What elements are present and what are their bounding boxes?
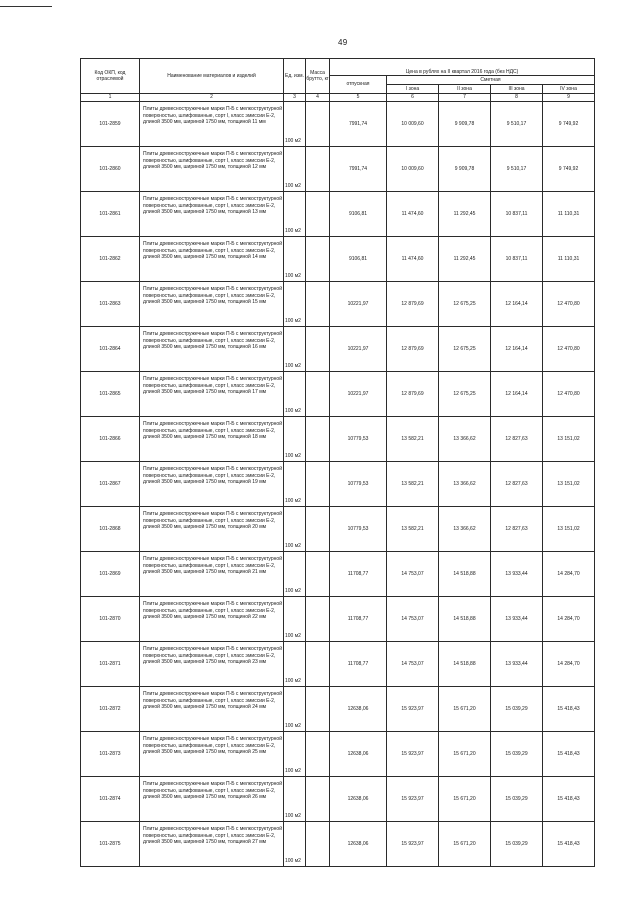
item-name: Плиты древесностружечные марки П-Б с мелкоструктурной поверхностью, шлифованные, сорт I, класс эмиссии Е-2, длиной 3500 мм, шириной 1750 мм, толщиной 16 мм [140,327,284,372]
item-unit: 100 м2 [284,597,306,642]
release-price: 12638,06 [330,777,387,822]
zone-4-price: 13 151,02 [543,507,595,552]
item-mass [306,597,330,642]
item-unit: 100 м2 [284,462,306,507]
zone-1-price: 14 753,07 [387,642,439,687]
zone-2-price: 15 671,20 [439,732,491,777]
zone-4-price: 9 749,92 [543,102,595,147]
column-number: 3 [284,94,306,102]
header-code: Код ОКП, код отраслевой [81,59,140,94]
column-number: 4 [306,94,330,102]
item-mass [306,192,330,237]
item-mass [306,237,330,282]
zone-1-price: 10 009,60 [387,102,439,147]
item-code: 101-2874 [81,777,140,822]
item-unit: 100 м2 [284,642,306,687]
header-zone-2: II зона [439,85,491,94]
item-name: Плиты древесностружечные марки П-Б с мелкоструктурной поверхностью, шлифованные, сорт I, класс эмиссии Е-2, длиной 3500 мм, шириной 1750 мм, толщиной 13 мм [140,192,284,237]
item-name: Плиты древесностружечные марки П-Б с мелкоструктурной поверхностью, шлифованные, сорт I, класс эмиссии Е-2, длиной 3500 мм, шириной 1750 мм, толщиной 20 мм [140,507,284,552]
item-code: 101-2865 [81,372,140,417]
zone-3-price: 13 933,44 [491,642,543,687]
zone-2-price: 9 909,78 [439,147,491,192]
release-price: 10221,97 [330,282,387,327]
zone-1-price: 13 582,21 [387,507,439,552]
top-left-rule [0,0,52,7]
item-code: 101-2868 [81,507,140,552]
zone-3-price: 15 039,29 [491,777,543,822]
zone-1-price: 14 753,07 [387,597,439,642]
item-code: 101-2870 [81,597,140,642]
item-code: 101-2872 [81,687,140,732]
zone-2-price: 11 292,45 [439,237,491,282]
zone-4-price: 15 418,43 [543,777,595,822]
release-price: 10779,53 [330,417,387,462]
zone-3-price: 12 164,14 [491,282,543,327]
release-price: 9106,81 [330,192,387,237]
zone-3-price: 9 510,17 [491,147,543,192]
page-number: 49 [338,38,348,47]
zone-2-price: 14 518,88 [439,552,491,597]
release-price: 11708,77 [330,597,387,642]
table-row [81,282,595,327]
zone-4-price: 14 284,70 [543,552,595,597]
item-name: Плиты древесностружечные марки П-Б с мелкоструктурной поверхностью, шлифованные, сорт I, класс эмиссии Е-2, длиной 3500 мм, шириной 1750 мм, толщиной 14 мм [140,237,284,282]
zone-1-price: 10 009,60 [387,147,439,192]
item-name: Плиты древесностружечные марки П-Б с мелкоструктурной поверхностью, шлифованные, сорт I, класс эмиссии Е-2, длиной 3500 мм, шириной 1750 мм, толщиной 25 мм [140,732,284,777]
item-name: Плиты древесностружечные марки П-Б с мелкоструктурной поверхностью, шлифованные, сорт I, класс эмиссии Е-2, длиной 3500 мм, шириной 1750 мм, толщиной 12 мм [140,147,284,192]
zone-1-price: 15 923,97 [387,777,439,822]
item-code: 101-2859 [81,102,140,147]
zone-1-price: 15 923,97 [387,732,439,777]
item-code: 101-2873 [81,732,140,777]
table-row [81,237,595,282]
item-unit: 100 м2 [284,687,306,732]
zone-1-price: 11 474,60 [387,237,439,282]
zone-1-price: 12 879,69 [387,282,439,327]
item-name: Плиты древесностружечные марки П-Б с мелкоструктурной поверхностью, шлифованные, сорт I, класс эмиссии Е-2, длиной 3500 мм, шириной 1750 мм, толщиной 26 мм [140,777,284,822]
item-name: Плиты древесностружечные марки П-Б с мелкоструктурной поверхностью, шлифованные, сорт I, класс эмиссии Е-2, длиной 3500 мм, шириной 1750 мм, толщиной 24 мм [140,687,284,732]
item-unit: 100 м2 [284,192,306,237]
table-row [81,507,595,552]
item-mass [306,777,330,822]
header-zone-3: III зона [491,85,543,94]
header-release-price: отпускная [330,76,387,94]
item-code: 101-2867 [81,462,140,507]
item-mass [306,687,330,732]
item-mass [306,147,330,192]
header-unit: Ед. изм. [284,59,306,94]
table-row [81,597,595,642]
zone-4-price: 9 749,92 [543,147,595,192]
zone-2-price: 15 671,20 [439,822,491,867]
zone-3-price: 15 039,29 [491,732,543,777]
table-row [81,417,595,462]
release-price: 7991,74 [330,147,387,192]
item-unit: 100 м2 [284,147,306,192]
item-name: Плиты древесностружечные марки П-Б с мелкоструктурной поверхностью, шлифованные, сорт I, класс эмиссии Е-2, длиной 3500 мм, шириной 1750 мм, толщиной 27 мм [140,822,284,867]
item-code: 101-2875 [81,822,140,867]
zone-1-price: 13 582,21 [387,462,439,507]
release-price: 9106,81 [330,237,387,282]
header-row-top [81,59,595,76]
table-row [81,327,595,372]
item-mass [306,507,330,552]
zone-1-price: 15 923,97 [387,687,439,732]
zone-3-price: 15 039,29 [491,687,543,732]
price-table [80,58,595,867]
item-name: Плиты древесностружечные марки П-Б с мелкоструктурной поверхностью, шлифованные, сорт I, класс эмиссии Е-2, длиной 3500 мм, шириной 1750 мм, толщиной 21 мм [140,552,284,597]
item-code: 101-2863 [81,282,140,327]
header-name: Наименование материалов и изделий [140,59,284,94]
zone-4-price: 12 470,80 [543,372,595,417]
item-unit: 100 м2 [284,102,306,147]
column-number-row [81,94,595,102]
item-mass [306,732,330,777]
header-price-group: Цена в рублях на II квартал 2016 года (без НДС) [330,59,595,76]
item-unit: 100 м2 [284,822,306,867]
column-number: 9 [543,94,595,102]
table-row [81,822,595,867]
table-row [81,192,595,237]
release-price: 10221,97 [330,372,387,417]
zone-4-price: 13 151,02 [543,417,595,462]
item-unit: 100 м2 [284,552,306,597]
column-number: 7 [439,94,491,102]
item-code: 101-2861 [81,192,140,237]
zone-4-price: 11 110,31 [543,192,595,237]
zone-3-price: 12 827,63 [491,507,543,552]
zone-1-price: 14 753,07 [387,552,439,597]
item-code: 101-2866 [81,417,140,462]
item-name: Плиты древесностружечные марки П-Б с мелкоструктурной поверхностью, шлифованные, сорт I, класс эмиссии Е-2, длиной 3500 мм, шириной 1750 мм, толщиной 17 мм [140,372,284,417]
zone-3-price: 13 933,44 [491,597,543,642]
item-name: Плиты древесностружечные марки П-Б с мелкоструктурной поверхностью, шлифованные, сорт I, класс эмиссии Е-2, длиной 3500 мм, шириной 1750 мм, толщиной 22 мм [140,597,284,642]
zone-4-price: 11 110,31 [543,237,595,282]
item-unit: 100 м2 [284,327,306,372]
item-unit: 100 м2 [284,732,306,777]
item-unit: 100 м2 [284,372,306,417]
table-row [81,102,595,147]
zone-1-price: 12 879,69 [387,327,439,372]
zone-2-price: 9 909,78 [439,102,491,147]
zone-3-price: 10 837,11 [491,192,543,237]
table-row [81,642,595,687]
item-mass [306,372,330,417]
release-price: 12638,06 [330,687,387,732]
item-name: Плиты древесностружечные марки П-Б с мелкоструктурной поверхностью, шлифованные, сорт I, класс эмиссии Е-2, длиной 3500 мм, шириной 1750 мм, толщиной 18 мм [140,417,284,462]
item-name: Плиты древесностружечные марки П-Б с мелкоструктурной поверхностью, шлифованные, сорт I, класс эмиссии Е-2, длиной 3500 мм, шириной 1750 мм, толщиной 19 мм [140,462,284,507]
item-mass [306,822,330,867]
table-row [81,552,595,597]
zone-2-price: 15 671,20 [439,687,491,732]
column-number: 6 [387,94,439,102]
item-unit: 100 м2 [284,777,306,822]
item-mass [306,642,330,687]
zone-4-price: 14 284,70 [543,597,595,642]
item-name: Плиты древесностружечные марки П-Б с мелкоструктурной поверхностью, шлифованные, сорт I, класс эмиссии Е-2, длиной 3500 мм, шириной 1750 мм, толщиной 11 мм [140,102,284,147]
table-row [81,147,595,192]
zone-1-price: 11 474,60 [387,192,439,237]
release-price: 7991,74 [330,102,387,147]
zone-3-price: 12 164,14 [491,372,543,417]
zone-2-price: 15 671,20 [439,777,491,822]
column-number: 1 [81,94,140,102]
zone-3-price: 12 164,14 [491,327,543,372]
item-code: 101-2869 [81,552,140,597]
item-unit: 100 м2 [284,282,306,327]
table-row [81,777,595,822]
item-name: Плиты древесностружечные марки П-Б с мелкоструктурной поверхностью, шлифованные, сорт I, класс эмиссии Е-2, длиной 3500 мм, шириной 1750 мм, толщиной 15 мм [140,282,284,327]
zone-3-price: 10 837,11 [491,237,543,282]
zone-2-price: 11 292,45 [439,192,491,237]
item-unit: 100 м2 [284,237,306,282]
release-price: 10221,97 [330,327,387,372]
column-number: 8 [491,94,543,102]
zone-2-price: 14 518,88 [439,642,491,687]
zone-2-price: 13 366,62 [439,507,491,552]
table-row [81,372,595,417]
zone-4-price: 12 470,80 [543,282,595,327]
header-zone-4: IV зона [543,85,595,94]
release-price: 11708,77 [330,552,387,597]
item-code: 101-2864 [81,327,140,372]
header-estimate: Сметная [387,76,595,85]
zone-2-price: 13 366,62 [439,462,491,507]
zone-3-price: 12 827,63 [491,417,543,462]
zone-1-price: 12 879,69 [387,372,439,417]
item-unit: 100 м2 [284,507,306,552]
zone-2-price: 12 675,25 [439,372,491,417]
zone-4-price: 15 418,43 [543,732,595,777]
item-mass [306,417,330,462]
item-mass [306,102,330,147]
zone-2-price: 12 675,25 [439,327,491,372]
release-price: 10779,53 [330,507,387,552]
item-mass [306,552,330,597]
zone-2-price: 14 518,88 [439,597,491,642]
zone-3-price: 9 510,17 [491,102,543,147]
header-zone-1: I зона [387,85,439,94]
zone-4-price: 12 470,80 [543,327,595,372]
release-price: 12638,06 [330,822,387,867]
zone-2-price: 12 675,25 [439,282,491,327]
zone-4-price: 15 418,43 [543,687,595,732]
table-row [81,732,595,777]
column-number: 5 [330,94,387,102]
release-price: 10779,53 [330,462,387,507]
zone-4-price: 15 418,43 [543,822,595,867]
item-mass [306,327,330,372]
item-mass [306,282,330,327]
zone-2-price: 13 366,62 [439,417,491,462]
zone-3-price: 13 933,44 [491,552,543,597]
release-price: 12638,06 [330,732,387,777]
item-mass [306,462,330,507]
zone-3-price: 12 827,63 [491,462,543,507]
table-row [81,462,595,507]
zone-4-price: 13 151,02 [543,462,595,507]
item-name: Плиты древесностружечные марки П-Б с мелкоструктурной поверхностью, шлифованные, сорт I, класс эмиссии Е-2, длиной 3500 мм, шириной 1750 мм, толщиной 23 мм [140,642,284,687]
zone-1-price: 13 582,21 [387,417,439,462]
release-price: 11708,77 [330,642,387,687]
item-code: 101-2862 [81,237,140,282]
header-mass: Масса брутто, кг [306,59,330,94]
item-unit: 100 м2 [284,417,306,462]
item-code: 101-2871 [81,642,140,687]
table-row [81,687,595,732]
column-number: 2 [140,94,284,102]
zone-4-price: 14 284,70 [543,642,595,687]
zone-3-price: 15 039,29 [491,822,543,867]
zone-1-price: 15 923,97 [387,822,439,867]
item-code: 101-2860 [81,147,140,192]
